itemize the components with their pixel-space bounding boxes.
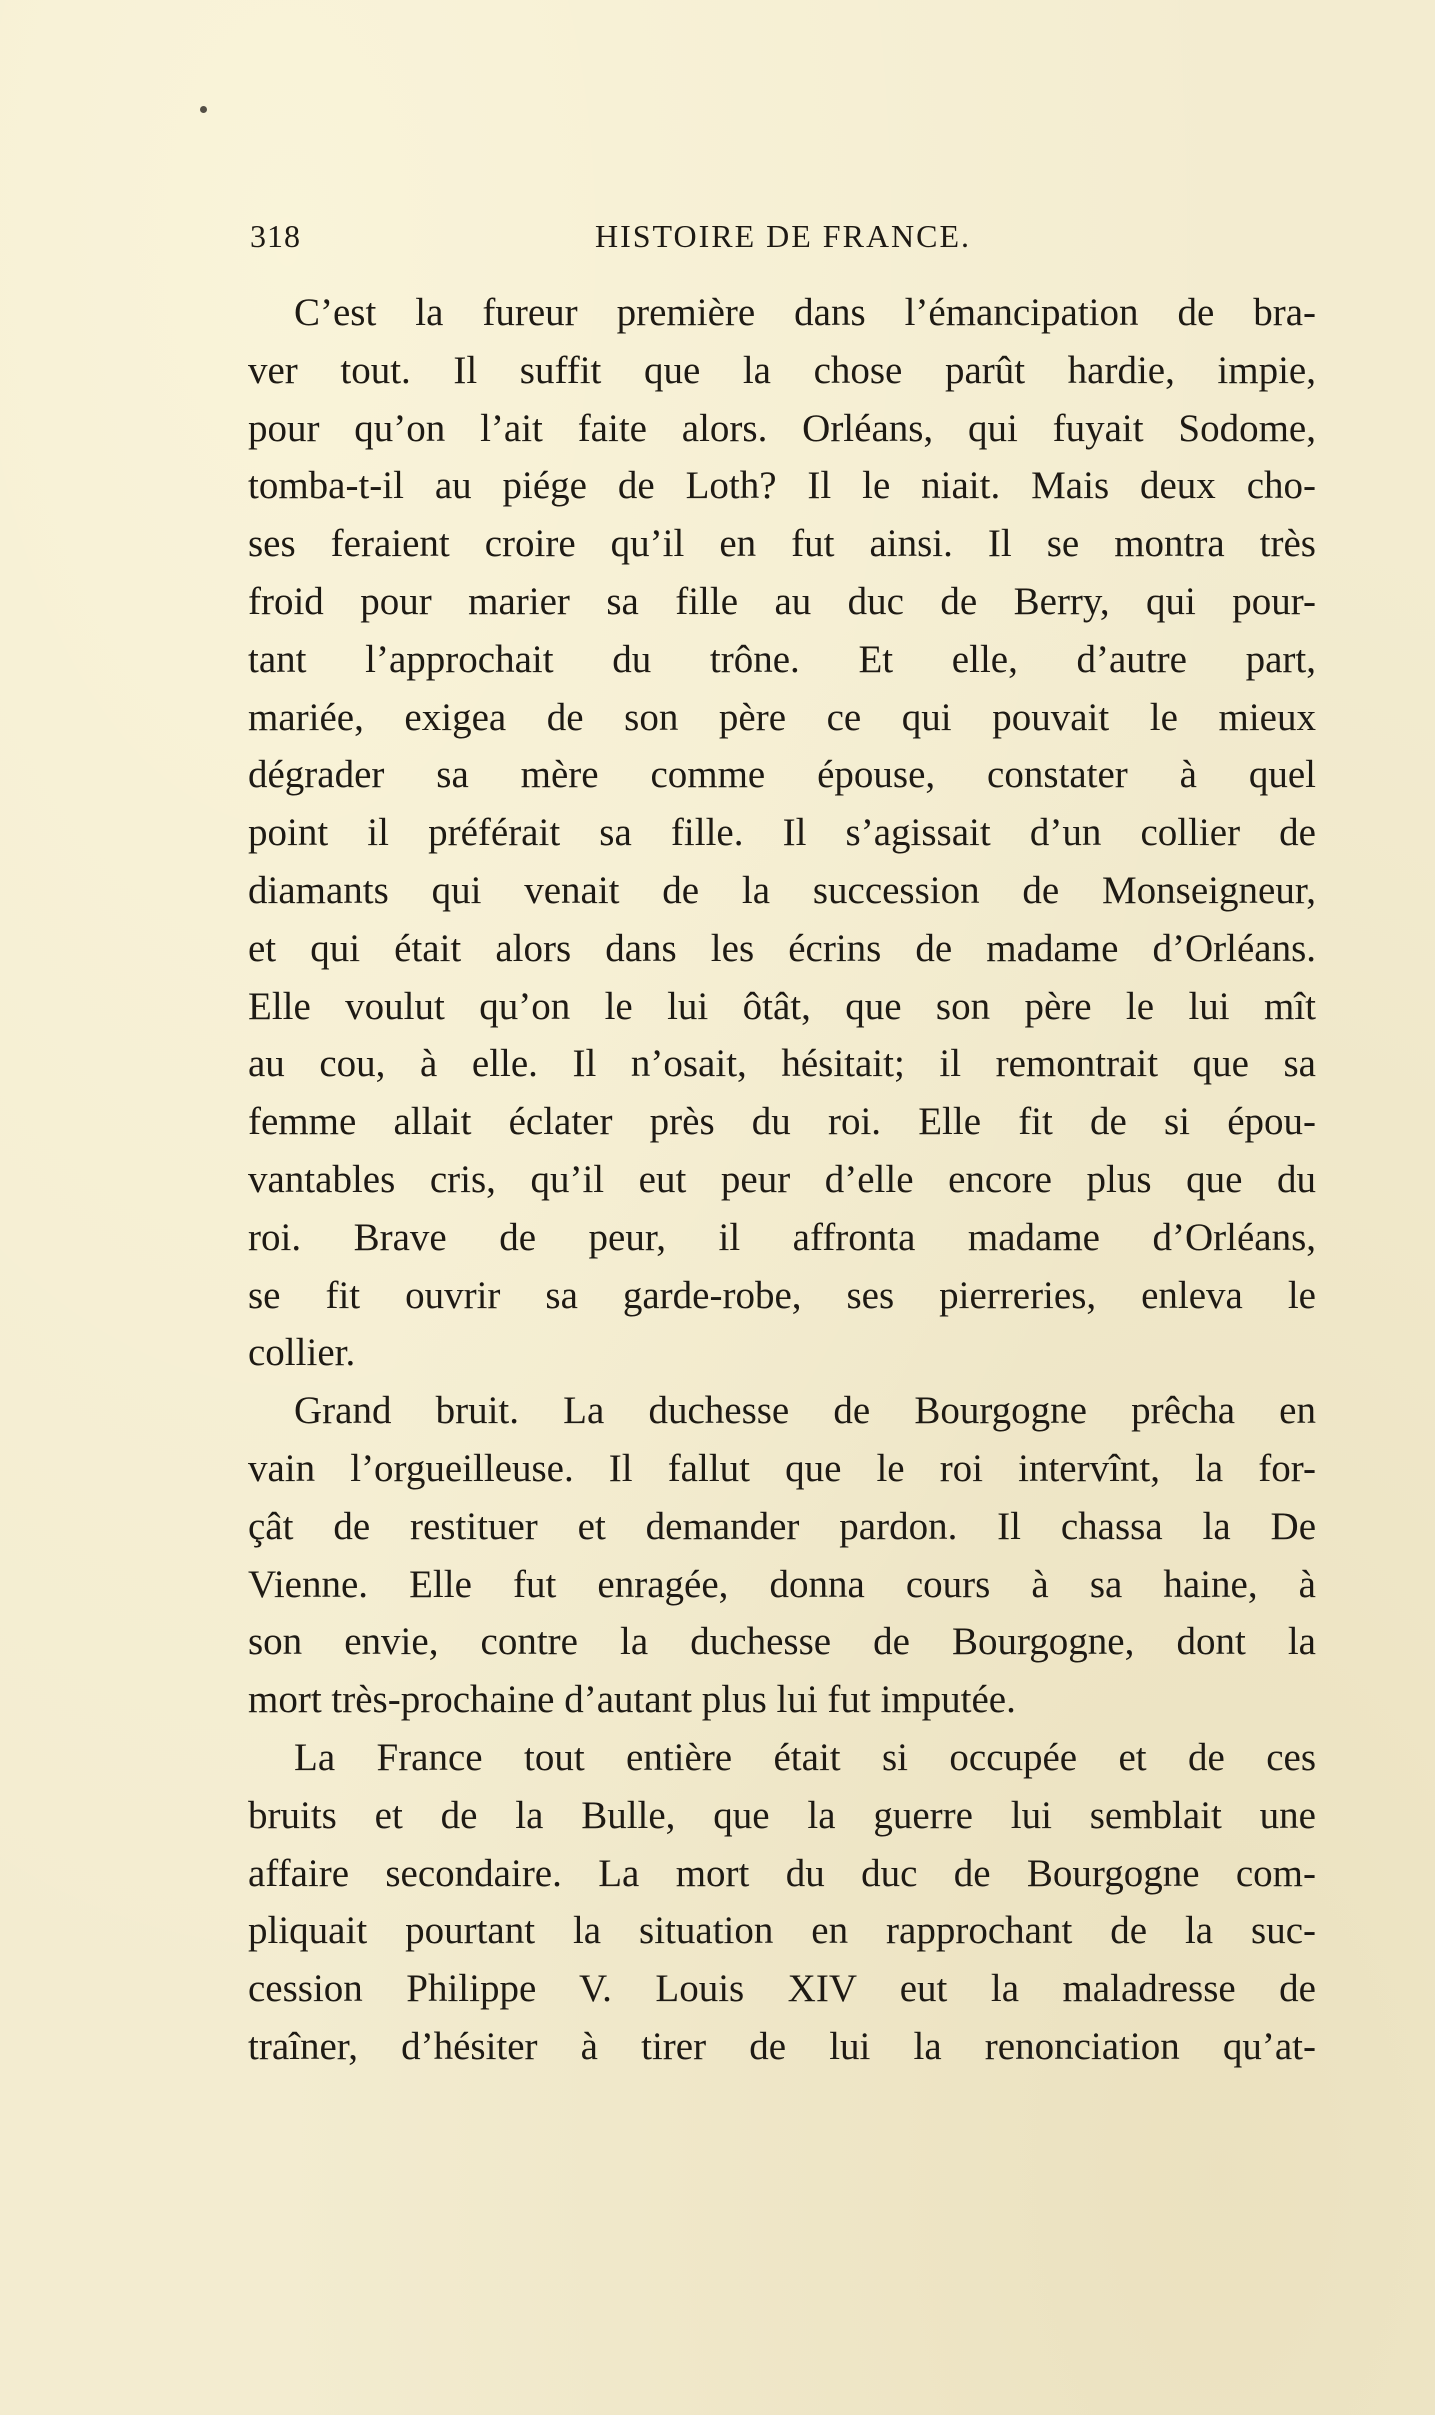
- text-line: tomba-t-il au piége de Loth? Il le niait. Mais deux cho-: [248, 464, 1316, 508]
- text-line: La France tout entière était si occupée et de ces: [294, 1735, 1316, 1779]
- text-line: pliquait pourtant la situation en rapprochant de la suc-: [248, 1909, 1316, 1953]
- text-line: vain l’orgueilleuse. Il fallut que le roi intervînt, la for-: [248, 1446, 1316, 1490]
- paragraph-2: [248, 1382, 1316, 1729]
- text-line: traîner, d’hésiter à tirer de lui la renonciation qu’at-: [248, 2024, 1316, 2068]
- running-title: HISTOIRE DE FRANCE.: [594, 218, 972, 254]
- text-line: froid pour marier sa fille au duc de Berry, qui pour-: [248, 579, 1316, 623]
- text-line: mariée, exigea de son père ce qui pouvait le mieux: [248, 695, 1316, 739]
- text-line: Elle voulut qu’on le lui ôtât, que son père le lui mît: [248, 984, 1316, 1028]
- text-line: se fit ouvrir sa garde-robe, ses pierreries, enleva le: [248, 1273, 1316, 1317]
- text-line: C’est la fureur première dans l’émancipation de bra-: [294, 291, 1316, 334]
- paragraph-3: [248, 1729, 1316, 2076]
- paragraph-1: [248, 284, 1316, 1382]
- text-line: femme allait éclater près du roi. Elle fit de si épou-: [248, 1100, 1316, 1144]
- text-line: roi. Brave de peur, il affronta madame d’Orléans,: [248, 1215, 1316, 1259]
- text-line: Grand bruit. La duchesse de Bourgogne prêcha en: [294, 1389, 1316, 1433]
- running-head: [250, 218, 1316, 268]
- text-line: point il préférait sa fille. Il s’agissait d’un collier de: [248, 811, 1316, 855]
- page-number: 318: [250, 218, 301, 254]
- text-line: Vienne. Elle fut enragée, donna cours à sa haine, à: [248, 1562, 1316, 1606]
- text-line: cession Philippe V. Louis XIV eut la maladresse de: [248, 1967, 1316, 2011]
- text-line: son envie, contre la duchesse de Bourgogne, dont la: [248, 1620, 1316, 1664]
- text-line: vantables cris, qu’il eut peur d’elle encore plus que du: [248, 1157, 1316, 1201]
- text-line: ses feraient croire qu’il en fut ainsi. Il se montra très: [248, 522, 1316, 566]
- text-line: ver tout. Il suffit que la chose parût hardie, impie,: [248, 348, 1316, 392]
- body-text: [248, 284, 1316, 2076]
- text-line: çât de restituer et demander pardon. Il chassa la De: [248, 1504, 1316, 1548]
- ink-speck: [200, 106, 207, 113]
- text-line: tant l’approchait du trône. Et elle, d’autre part,: [248, 637, 1316, 681]
- text-line: dégrader sa mère comme épouse, constater à quel: [248, 753, 1316, 797]
- text-line: pour qu’on l’ait faite alors. Orléans, qui fuyait Sodome,: [248, 406, 1316, 450]
- text-line: collier.: [248, 1331, 356, 1375]
- text-line: bruits et de la Bulle, que la guerre lui semblait une: [248, 1793, 1316, 1837]
- text-line: affaire secondaire. La mort du duc de Bourgogne com-: [248, 1851, 1316, 1895]
- text-line: mort très-prochaine d’autant plus lui fut imputée.: [248, 1678, 1016, 1722]
- text-line: et qui était alors dans les écrins de madame d’Orléans.: [248, 926, 1316, 970]
- text-line: au cou, à elle. Il n’osait, hésitait; il remontrait que sa: [248, 1042, 1316, 1086]
- text-line: diamants qui venait de la succession de Monseigneur,: [248, 868, 1316, 912]
